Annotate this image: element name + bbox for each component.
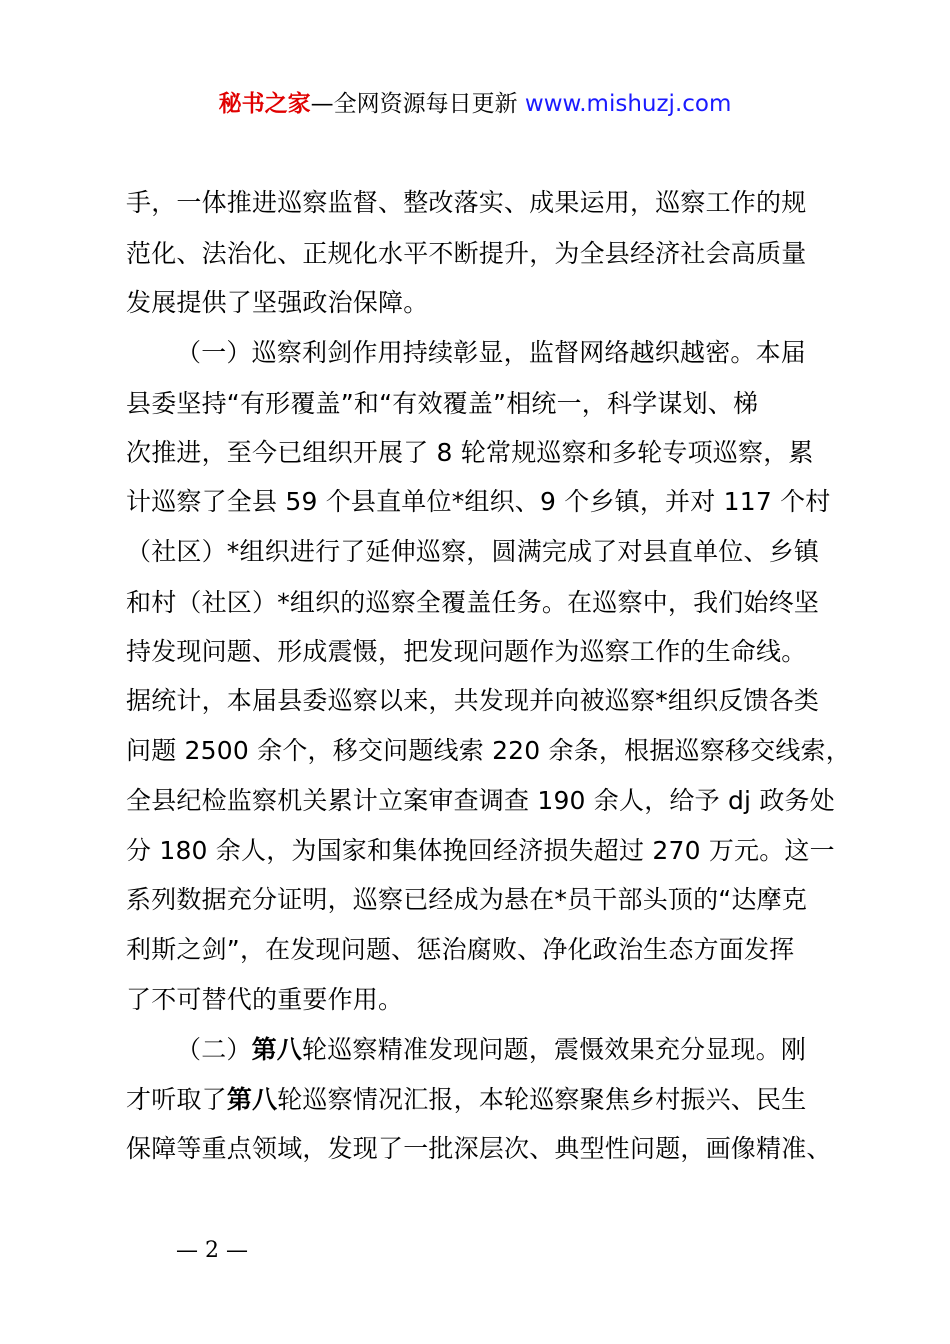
text-fragment: 才听取了 <box>126 1085 227 1114</box>
text-line: 全县纪检监察机关累计立案审查调查 190 余人，给予 dj 政务处 <box>126 786 835 815</box>
text-line: （社区）*组织进行了延伸巡察，圆满完成了对县直单位、乡镇 <box>126 537 820 566</box>
text-fragment: 轮巡察精准发现问题，震慑效果充分显现。刚 <box>302 1035 807 1064</box>
brand-name: 秘书之家 <box>218 91 311 117</box>
text-line: 保障等重点领域，发现了一批深层次、典型性问题，画像精准、 <box>126 1134 832 1163</box>
text-line: 分 180 余人，为国家和集体挽回经济损失超过 270 万元。这一 <box>126 836 835 865</box>
text-line: 了不可替代的重要作用。 <box>126 985 404 1014</box>
text-line: 和村（社区）*组织的巡察全覆盖任务。在巡察中，我们始终坚 <box>126 588 820 617</box>
site-header <box>0 86 950 122</box>
text-line: 手，一体推进巡察监督、整改落实、成果运用，巡察工作的规 <box>126 188 807 217</box>
header-tagline: —全网资源每日更新 <box>310 91 525 117</box>
text-line: 据统计，本届县委巡察以来，共发现并向被巡察*组织反馈各类 <box>126 686 820 715</box>
text-line: 利斯之剑”，在发现问题、惩治腐败、净化政治生态方面发挥 <box>126 935 795 964</box>
text-line <box>126 1082 806 1118</box>
site-url-link[interactable]: www.mishuzj.com <box>524 91 732 117</box>
text-line: （一）巡察利剑作用持续彰显，监督网络越织越密。本届 <box>176 338 807 367</box>
text-line: 系列数据充分证明，巡察已经成为悬在*员干部头顶的“达摩克 <box>126 885 808 914</box>
text-line: 持发现问题、形成震慑，把发现问题作为巡察工作的生命线。 <box>126 637 807 666</box>
bold-text: 第八 <box>226 1085 278 1114</box>
text-line: 问题 2500 余个，移交问题线索 220 余条，根据巡察移交线索， <box>126 736 851 765</box>
text-line <box>176 1032 806 1068</box>
bold-text: 第八 <box>251 1035 303 1064</box>
text-line: 次推进，至今已组织开展了 8 轮常规巡察和多轮专项巡察，累 <box>126 438 814 467</box>
text-line: 范化、法治化、正规化水平不断提升，为全县经济社会高质量 <box>126 239 807 268</box>
text-line: 县委坚持“有形覆盖”和“有效覆盖”相统一，科学谋划、梯 <box>126 389 759 418</box>
text-line: 计巡察了全县 59 个县直单位*组织、9 个乡镇，并对 117 个村 <box>126 487 831 516</box>
text-fragment: 轮巡察情况汇报，本轮巡察聚焦乡村振兴、民生 <box>277 1085 807 1114</box>
text-fragment: （二） <box>176 1035 252 1064</box>
text-line: 发展提供了坚强政治保障。 <box>126 288 429 317</box>
page-number: — 2 — <box>176 1238 248 1263</box>
